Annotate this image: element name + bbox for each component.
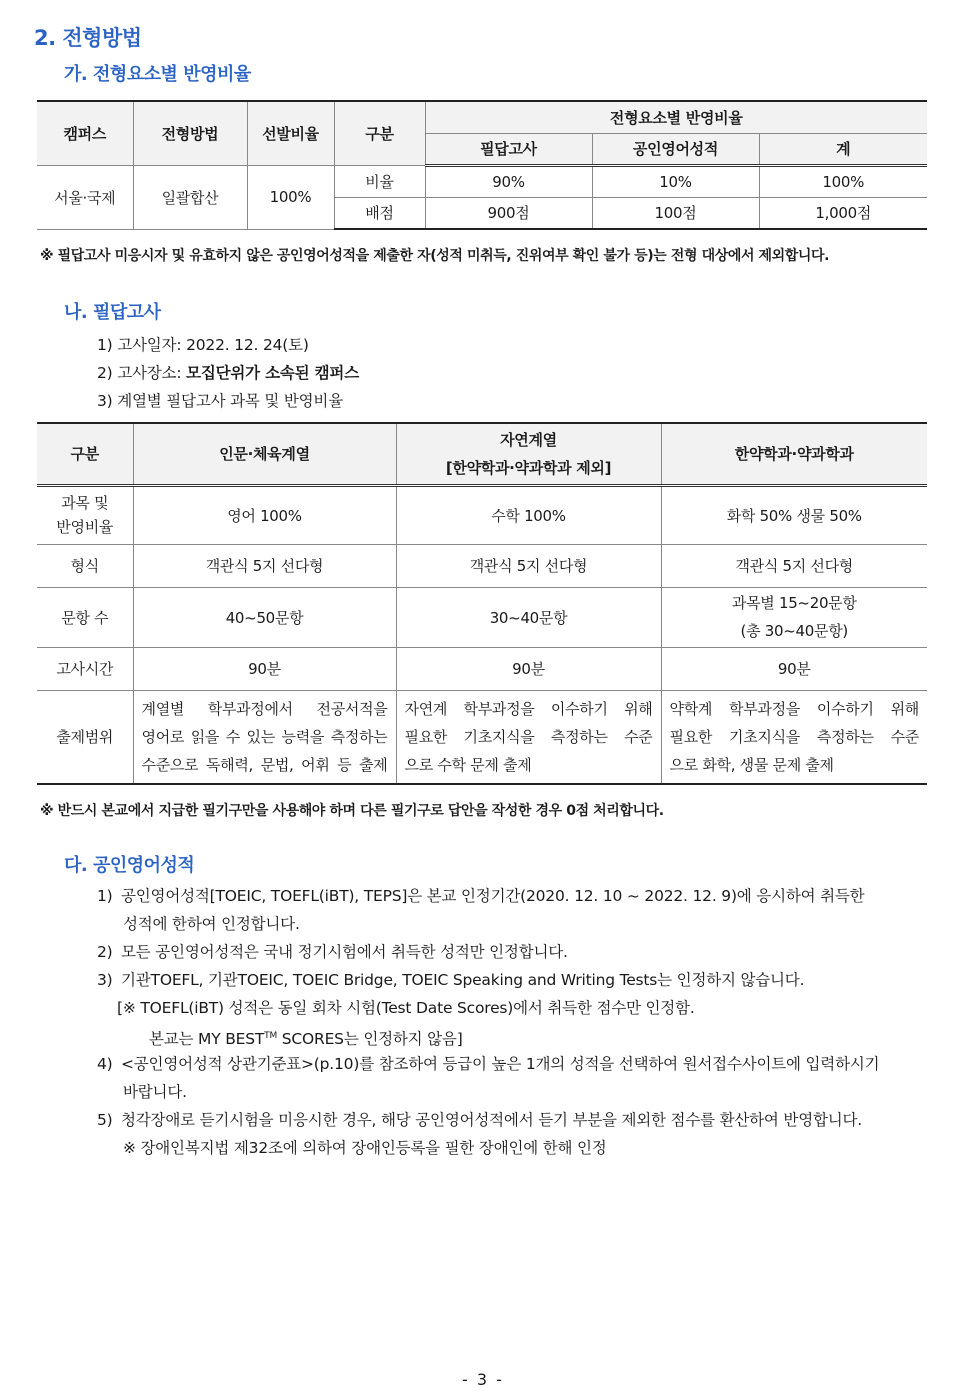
cell-format: 객관식 5지 선다형 bbox=[661, 544, 927, 587]
header-written: 필답고사 bbox=[425, 133, 592, 165]
english-paragraph-4: 4) <공인영어성적 상관기준표>(p.10)를 참조하여 등급이 높은 1개의 성적을 선택하여 원서접수사이트에 입력하시기 바랍니다. bbox=[97, 1055, 880, 1101]
cell-method: 일괄합산 bbox=[133, 165, 247, 229]
header-method: 전형방법 bbox=[133, 101, 247, 165]
cell-scope: 자연계 학부과정을 이수하기 위해 필요한 기초지식을 측정하는 수준 으로 수학 문제 출제 bbox=[396, 690, 661, 784]
cell-total: 100% bbox=[759, 165, 927, 197]
cell-questions: 30~40문항 bbox=[396, 587, 661, 647]
label-subjects: 과목 및 반영비율 bbox=[37, 485, 133, 544]
page-number: - 3 - bbox=[462, 1370, 504, 1389]
header-english: 공인영어성적 bbox=[592, 133, 759, 165]
note-exclusion: ※ 필답고사 미응시자 및 유효하지 않은 공인영어성적을 제출한 자(성적 미취득, 진위여부 확인 불가 등)는 전형 대상에서 제외합니다. bbox=[40, 248, 830, 264]
exam-place-item: 2) 고사장소: 모집단위가 소속된 캠퍼스 bbox=[97, 364, 359, 382]
cell-written: 90% bbox=[425, 165, 592, 197]
english-paragraph-5: 5) 청각장애로 듣기시험을 미응시한 경우, 해당 공인영어성적에서 듣기 부분을 제외한 점수를 환산하여 반영합니다. ※ 장애인복지법 제32조에 의하여 장애인등록을 필한 장애인에 한해 인정 bbox=[97, 1111, 863, 1157]
cell-format: 객관식 5지 선다형 bbox=[133, 544, 396, 587]
english-paragraph-3: 3) 기관TOEFL, 기관TOEIC, TOEIC Bridge, TOEIC Speaking and Writing Tests는 인정하지 않습니다. [※ TOEFL(iBT) 성적은 동일 회차 시험(Test Date Scores)에서 취득한 점수만 인정함. 본교는 MY BEST™ SCORES는 인정하지 않음] bbox=[97, 971, 805, 1049]
header-selection-ratio: 선발비율 bbox=[247, 101, 334, 165]
label-format: 형식 bbox=[37, 544, 133, 587]
cell-row-label: 비율 bbox=[334, 165, 425, 197]
header-humanities: 인문·체육계열 bbox=[133, 423, 396, 485]
cell-english: 100점 bbox=[592, 197, 759, 229]
cell-english: 10% bbox=[592, 165, 759, 197]
label-time: 고사시간 bbox=[37, 647, 133, 690]
header-category: 구분 bbox=[37, 423, 133, 485]
cell-subjects: 수학 100% bbox=[396, 485, 661, 544]
header-natural-sciences: 자연계열 [한약학과·약과학과 제외] bbox=[396, 423, 661, 485]
cell-questions: 과목별 15~20문항 (총 30~40문항) bbox=[661, 587, 927, 647]
header-group: 전형요소별 반영비율 bbox=[425, 101, 927, 133]
label-questions: 문항 수 bbox=[37, 587, 133, 647]
subsection-c-title: 다. 공인영어성적 bbox=[64, 855, 195, 876]
cell-total: 1,000점 bbox=[759, 197, 927, 229]
header-campus: 캠퍼스 bbox=[37, 101, 133, 165]
english-paragraph-1: 1) 공인영어성적[TOEIC, TOEFL(iBT), TEPS]은 본교 인정기간(2020. 12. 10 ~ 2022. 12. 9)에 응시하여 취득한 성적에 한하여 인정합니다. bbox=[97, 887, 865, 933]
header-category: 구분 bbox=[334, 101, 425, 165]
cell-time: 90분 bbox=[396, 647, 661, 690]
cell-questions: 40~50문항 bbox=[133, 587, 396, 647]
english-paragraph-2: 2) 모든 공인영어성적은 국내 정기시험에서 취득한 성적만 인정합니다. bbox=[97, 943, 568, 961]
cell-format: 객관식 5지 선다형 bbox=[396, 544, 661, 587]
cell-time: 90분 bbox=[661, 647, 927, 690]
cell-written: 900점 bbox=[425, 197, 592, 229]
cell-subjects: 영어 100% bbox=[133, 485, 396, 544]
cell-subjects: 화학 50% 생물 50% bbox=[661, 485, 927, 544]
section-title: 2. 전형방법 bbox=[34, 26, 142, 50]
header-total: 계 bbox=[759, 133, 927, 165]
cell-row-label: 배점 bbox=[334, 197, 425, 229]
subsection-a-title: 가. 전형요소별 반영비율 bbox=[64, 64, 251, 85]
selection-ratio-table bbox=[37, 100, 927, 230]
cell-scope: 계열별 학부과정에서 전공서적을 영어로 읽을 수 있는 능력을 측정하는 수준으로 독해력, 문법, 어휘 등 출제 bbox=[133, 690, 396, 784]
cell-campus: 서울·국제 bbox=[37, 165, 133, 229]
label-scope: 출제범위 bbox=[37, 690, 133, 784]
note-pen: ※ 반드시 본교에서 지급한 필기구만을 사용해야 하며 다른 필기구로 답안을 작성한 경우 0점 처리합니다. bbox=[40, 803, 664, 819]
cell-scope: 약학계 학부과정을 이수하기 위해 필요한 기초지식을 측정하는 수준 으로 화학, 생물 문제 출제 bbox=[661, 690, 927, 784]
written-exam-table bbox=[37, 422, 927, 785]
subsection-b-title: 나. 필답고사 bbox=[64, 302, 161, 323]
exam-date-item: 1) 고사일자: 2022. 12. 24(토) bbox=[97, 336, 309, 354]
header-pharmacy: 한약학과·약과학과 bbox=[661, 423, 927, 485]
subjects-item: 3) 계열별 필답고사 과목 및 반영비율 bbox=[97, 392, 343, 410]
cell-time: 90분 bbox=[133, 647, 396, 690]
cell-selection-ratio: 100% bbox=[247, 165, 334, 229]
